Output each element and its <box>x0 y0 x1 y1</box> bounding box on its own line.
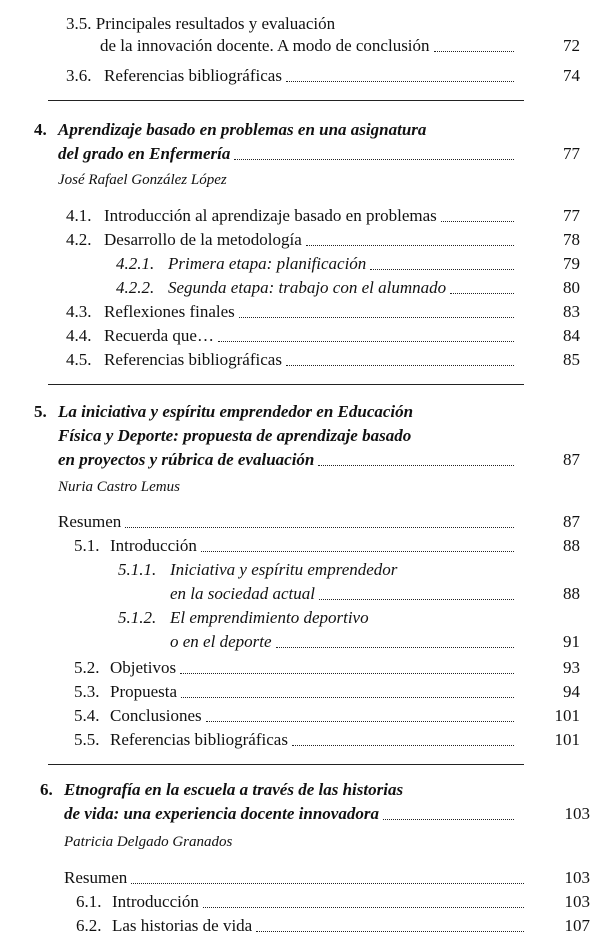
entry-number: 5.1. <box>74 536 100 555</box>
toc-entry-5-1[interactable] <box>74 536 520 556</box>
entry-title: Desarrollo de la metodología <box>104 230 302 249</box>
page-number: 101 <box>554 730 580 749</box>
page-number: 79 <box>563 254 580 273</box>
toc-entry-3-6[interactable] <box>66 66 520 86</box>
toc-entry-resumen[interactable] <box>64 868 530 888</box>
dot-leader <box>234 159 514 160</box>
toc-entry-3-5-line2[interactable] <box>100 36 520 56</box>
page-number: 77 <box>563 144 580 163</box>
dot-leader <box>218 341 514 342</box>
entry-number: 5.1.1. <box>118 560 157 579</box>
page-number: 78 <box>563 230 580 249</box>
chapter-title-last-line[interactable] <box>58 144 520 164</box>
chapter-author: José Rafael González López <box>58 172 227 188</box>
section-divider <box>48 384 524 385</box>
entry-title: Primera etapa: planificación <box>168 254 367 273</box>
entry-title: en la sociedad actual <box>170 584 315 603</box>
entry-number: 4.5. <box>66 350 92 369</box>
dot-leader <box>180 673 514 674</box>
entry-title: Referencias bibliográficas <box>110 730 288 749</box>
dot-leader <box>239 317 514 318</box>
chapter-title: La iniciativa y espíritu emprendedor en Educación <box>58 402 414 421</box>
entry-title: Introducción <box>112 892 199 911</box>
entry-title: Principales resultados y evaluación <box>95 14 336 33</box>
toc-entry-5-1-1-line1 <box>118 560 397 580</box>
toc-entry-4-4[interactable] <box>66 326 520 346</box>
toc-entry-5-3[interactable] <box>74 682 520 702</box>
chapter-number: 6. <box>40 780 53 799</box>
toc-entry-4-2[interactable] <box>66 230 520 250</box>
chapter-title: del grado en Enfermería <box>58 144 231 163</box>
chapter-number: 4. <box>34 120 47 139</box>
dot-leader <box>370 269 514 270</box>
page-number: 72 <box>563 36 580 55</box>
dot-leader <box>306 245 514 246</box>
page-number: 103 <box>564 892 590 911</box>
section-divider <box>48 100 524 101</box>
entry-title: El emprendimiento deportivo <box>170 608 369 627</box>
entry-title: Las historias de vida <box>112 916 253 935</box>
toc-entry-4-1[interactable] <box>66 206 520 226</box>
dot-leader <box>292 745 514 746</box>
page-number: 83 <box>563 302 580 321</box>
toc-entry-5-1-2-line1 <box>118 608 369 628</box>
entry-number: 5.2. <box>74 658 100 677</box>
entry-number: 4.2.2. <box>116 278 155 297</box>
chapter-title-last-line[interactable] <box>64 804 520 824</box>
entry-number: 6.2. <box>76 916 102 935</box>
entry-title: Introducción al aprendizaje basado en problemas <box>104 206 437 225</box>
entry-number: 5.3. <box>74 682 100 701</box>
toc-entry-4-3[interactable] <box>66 302 520 322</box>
dot-leader <box>286 365 514 366</box>
section-divider <box>48 764 524 765</box>
page-number: 85 <box>563 350 580 369</box>
chapter-author: Patricia Delgado Granados <box>64 834 233 850</box>
entry-title: Referencias bibliográficas <box>104 350 282 369</box>
page-number: 101 <box>554 706 580 725</box>
toc-entry-6-2[interactable] <box>76 916 530 936</box>
dot-leader <box>206 721 514 722</box>
toc-entry-3-5-line1 <box>66 14 335 34</box>
entry-number: 6.1. <box>76 892 102 911</box>
dot-leader <box>434 51 514 52</box>
chapter-title: en proyectos y rúbrica de evaluación <box>58 450 315 469</box>
entry-title: Resumen <box>64 868 128 887</box>
chapter-title: Etnografía en la escuela a través de las historias <box>64 780 404 799</box>
entry-number: 5.1.2. <box>118 608 157 627</box>
chapter-number: 5. <box>34 402 47 421</box>
entry-title: de la innovación docente. A modo de conclusión <box>100 36 430 55</box>
entry-title: Iniciativa y espíritu emprendedor <box>170 560 398 579</box>
chapter-title: Física y Deporte: propuesta de aprendizaje basado <box>58 426 412 445</box>
entry-number: 4.2.1. <box>116 254 155 273</box>
page-number: 77 <box>563 206 580 225</box>
toc-entry-4-2-1[interactable] <box>116 254 520 274</box>
toc-entry-5-1-1-line2[interactable] <box>170 584 520 604</box>
entry-title: Propuesta <box>110 682 178 701</box>
page-number: 107 <box>564 916 590 935</box>
toc-entry-5-4[interactable] <box>74 706 520 726</box>
entry-title: o en el deporte <box>170 632 272 651</box>
entry-title: Referencias bibliográficas <box>104 66 282 85</box>
entry-number: 5.5. <box>74 730 100 749</box>
chapter-title: Aprendizaje basado en problemas en una asignatura <box>58 120 427 139</box>
entry-number: 4.4. <box>66 326 92 345</box>
page-number: 103 <box>564 804 590 823</box>
toc-entry-6-1[interactable] <box>76 892 530 912</box>
page-number: 74 <box>563 66 580 85</box>
chapter-title-last-line[interactable] <box>58 450 520 470</box>
page-number: 87 <box>563 450 580 469</box>
dot-leader <box>125 527 514 528</box>
dot-leader <box>201 551 514 552</box>
dot-leader <box>450 293 514 294</box>
chapter-author: Nuria Castro Lemus <box>58 479 180 495</box>
entry-number: 5.4. <box>74 706 100 725</box>
chapter-title: de vida: una experiencia docente innovadora <box>64 804 379 823</box>
dot-leader <box>256 931 524 932</box>
toc-entry-5-5[interactable] <box>74 730 520 750</box>
entry-number: 4.2. <box>66 230 92 249</box>
dot-leader <box>203 907 524 908</box>
dot-leader <box>131 883 524 884</box>
entry-number: 4.1. <box>66 206 92 225</box>
dot-leader <box>276 647 515 648</box>
toc-entry-4-2-2[interactable] <box>116 278 520 298</box>
page-number: 87 <box>563 512 580 531</box>
dot-leader <box>181 697 514 698</box>
page-number: 103 <box>564 868 590 887</box>
entry-title: Recuerda que… <box>104 326 214 345</box>
toc-entry-resumen[interactable] <box>58 512 520 532</box>
dot-leader <box>318 465 514 466</box>
toc-entry-5-2[interactable] <box>74 658 520 678</box>
entry-title: Segunda etapa: trabajo con el alumnado <box>168 278 447 297</box>
entry-title: Introducción <box>110 536 197 555</box>
page-number: 93 <box>563 658 580 677</box>
toc-entry-4-5[interactable] <box>66 350 520 370</box>
page-number: 84 <box>563 326 580 345</box>
entry-title: Reflexiones finales <box>104 302 235 321</box>
toc-entry-5-1-2-line2[interactable] <box>170 632 520 652</box>
entry-number: 3.6. <box>66 66 92 85</box>
entry-number: 4.3. <box>66 302 92 321</box>
entry-title: Resumen <box>58 512 122 531</box>
page-number: 80 <box>563 278 580 297</box>
dot-leader <box>286 81 514 82</box>
page-number: 88 <box>563 584 580 603</box>
page-number: 94 <box>563 682 580 701</box>
dot-leader <box>319 599 514 600</box>
entry-title: Objetivos <box>110 658 177 677</box>
dot-leader <box>441 221 514 222</box>
page-number: 88 <box>563 536 580 555</box>
dot-leader <box>383 819 514 820</box>
entry-number: 3.5. <box>66 14 92 33</box>
entry-title: Conclusiones <box>110 706 202 725</box>
page-number: 91 <box>563 632 580 651</box>
